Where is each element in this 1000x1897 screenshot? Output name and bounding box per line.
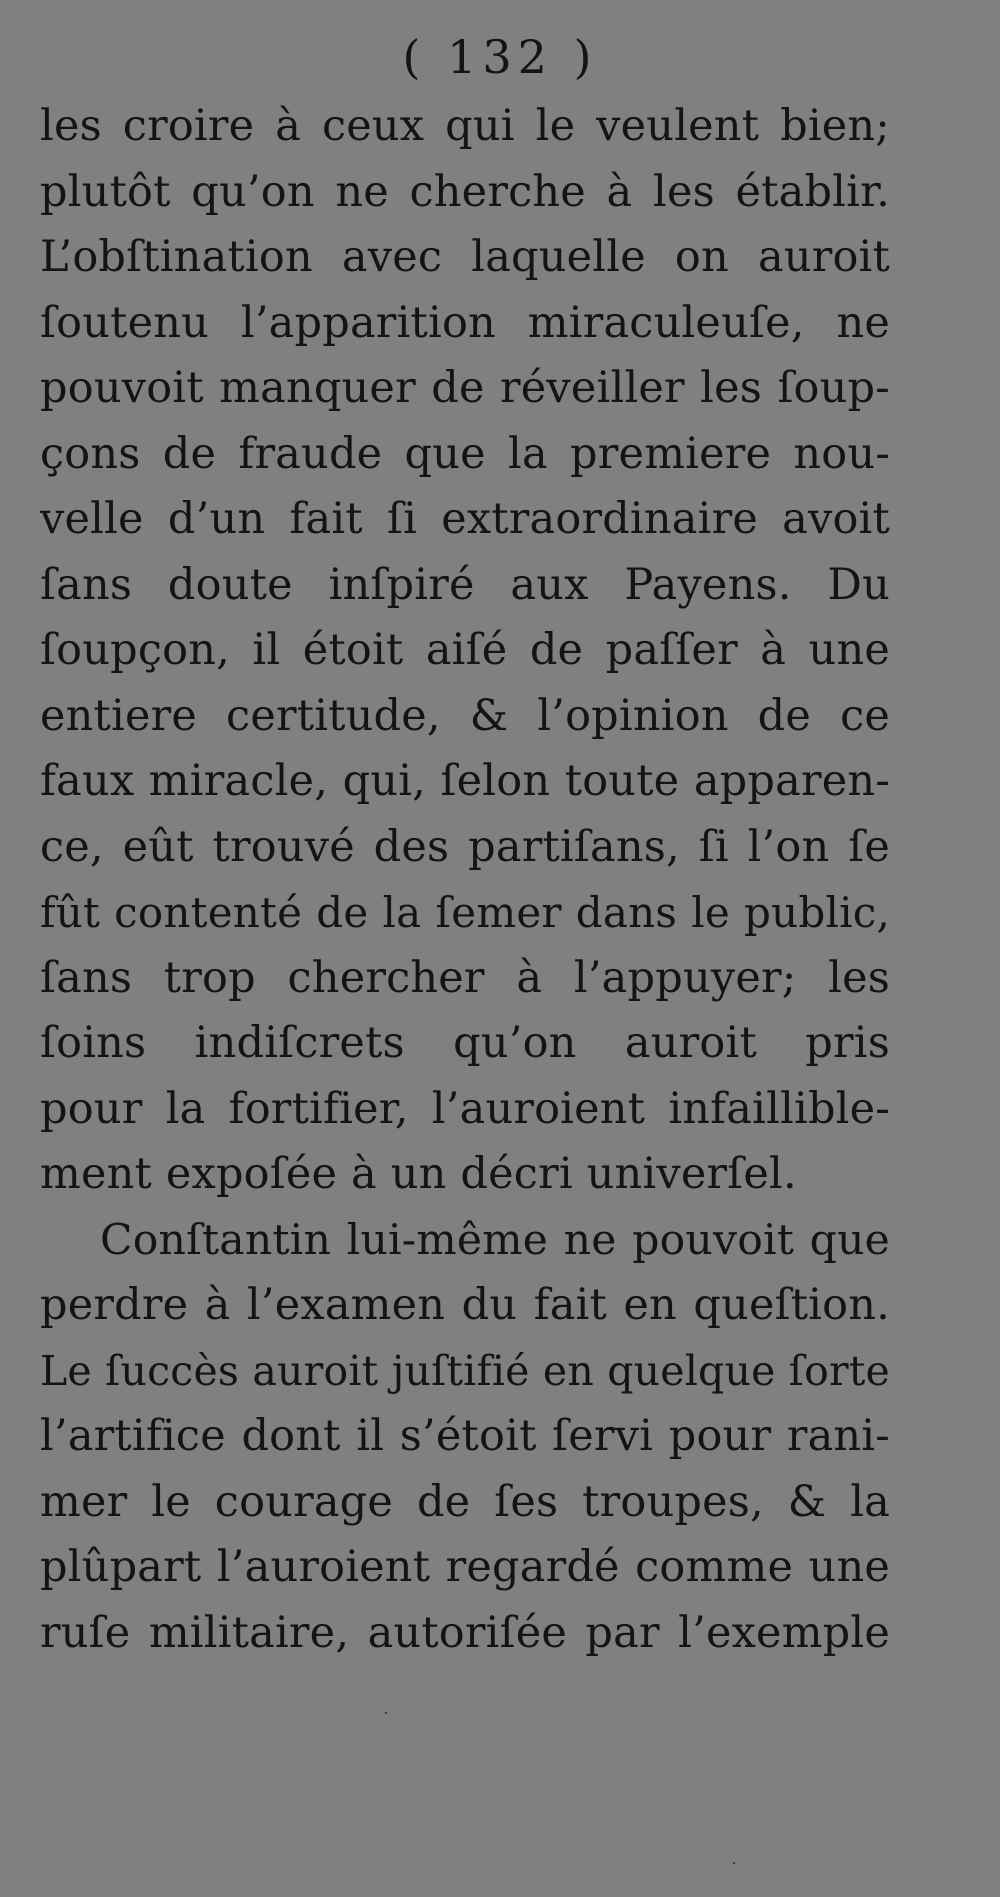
- text-line: perdre à l’examen du fait en queſtion.: [40, 1280, 890, 1330]
- text-line: velle d’un fait ſi extraordinaire avoit: [40, 494, 890, 544]
- text-line: ruſe militaire, autoriſée par l’exemple: [40, 1607, 890, 1658]
- text-line: ce, eût trouvé des partiſans, ſi l’on ſe: [40, 821, 890, 872]
- text-line: Le ſuccès auroit juſtifié en quelque ſorte: [40, 1346, 890, 1395]
- text-line: ſoutenu l’apparition miraculeuſe, ne: [40, 297, 890, 348]
- text-line: entiere certitude, & l’opinion de ce: [40, 690, 890, 741]
- text-line: ment expoſée à un décri univerſel.: [40, 1149, 797, 1199]
- paper-speck: [385, 1712, 387, 1714]
- paper-speck: [733, 1862, 735, 1864]
- text-line: çons de fraude que la premiere nou-: [40, 428, 890, 479]
- text-line: ſoins indiſcrets qu’on auroit pris: [40, 1018, 890, 1068]
- page-number: ( 132 ): [402, 30, 598, 84]
- text-line: L’obſtination avec laquelle on auroit: [40, 232, 890, 282]
- text-line: ſans doute inſpiré aux Payens. Du: [40, 559, 890, 610]
- text-line: Conſtantin lui-même ne pouvoit que: [100, 1215, 890, 1265]
- text-line: mer le courage de ſes troupes, & la: [40, 1476, 890, 1527]
- text-line: fût contenté de la ſemer dans le public,: [40, 888, 890, 937]
- text-line: faux miracle, qui, ſelon toute apparen-: [40, 756, 890, 806]
- body-text: [40, 94, 890, 1666]
- text-line: ſans trop chercher à l’appuyer; les: [40, 952, 890, 1003]
- text-line: pour la fortifier, l’auroient infaillible-: [40, 1083, 890, 1134]
- text-line: pouvoit manquer de réveiller les ſoup-: [40, 363, 890, 413]
- text-line: les croire à ceux qui le veulent bien;: [40, 101, 890, 151]
- text-line: plutôt qu’on ne cherche à les établir.: [40, 166, 890, 217]
- text-line: plûpart l’auroient regardé comme une: [40, 1542, 890, 1592]
- text-line: l’artifice dont il s’étoit ſervi pour rani-: [40, 1411, 890, 1461]
- text-line: ſoupçon, il étoit aiſé de paſſer à une: [40, 625, 890, 675]
